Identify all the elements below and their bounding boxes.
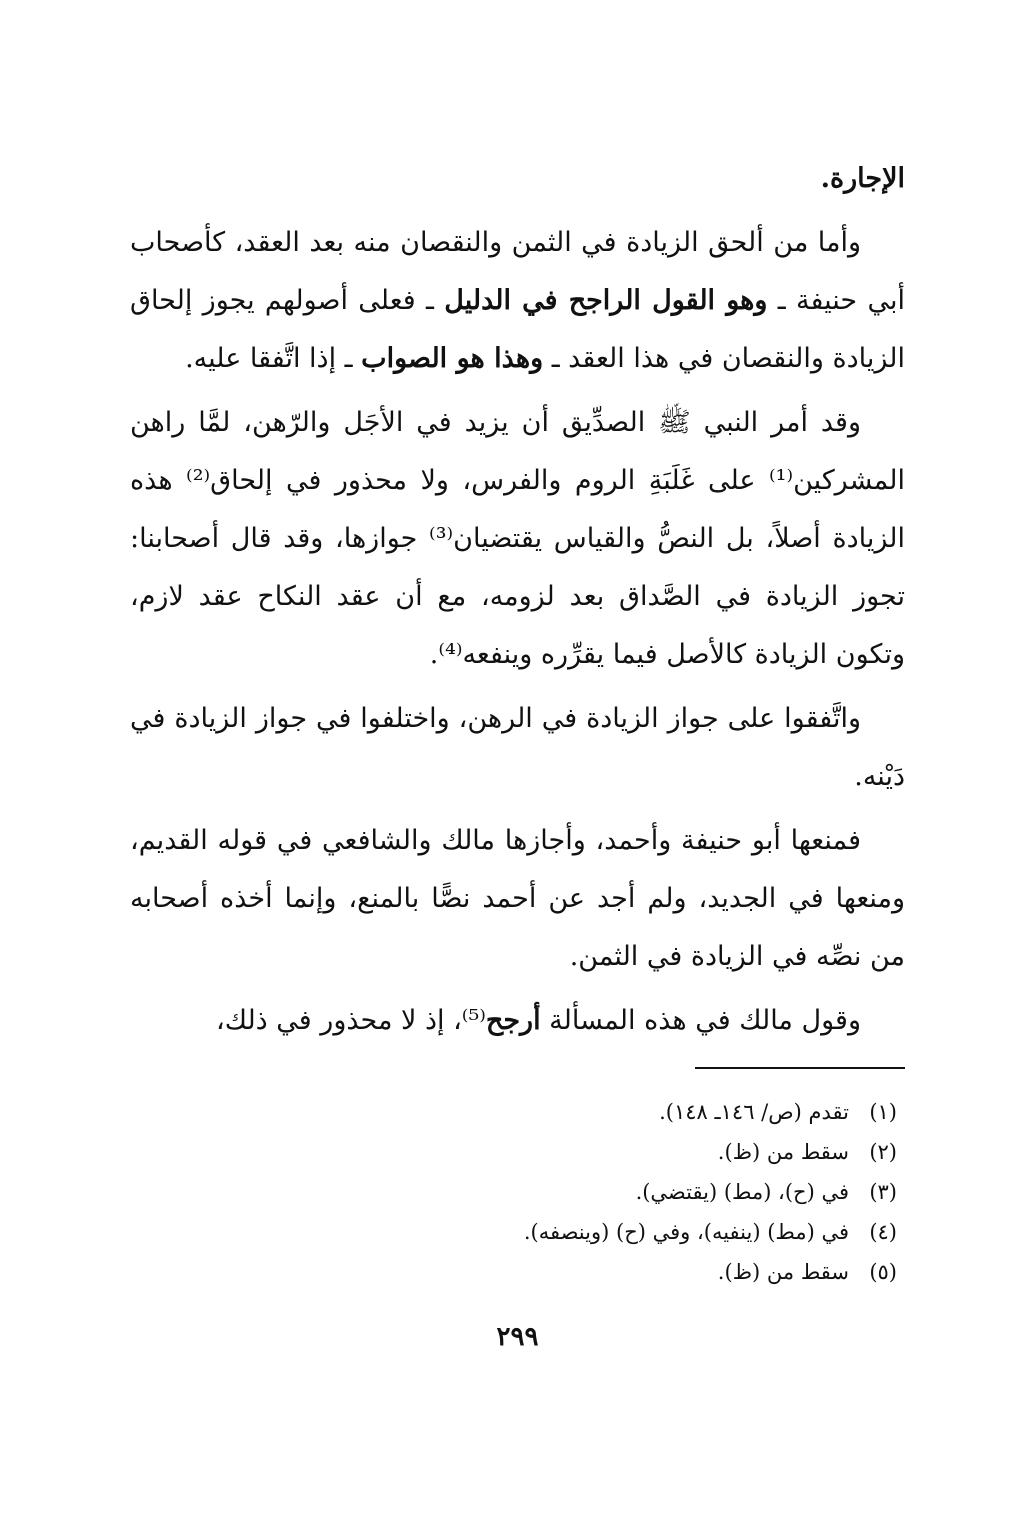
paragraph-5: [130, 812, 905, 986]
text-segment: وقد أمر النبي ﷺ الصدِّيق أن يزيد في الأجَل والرّهن، لمَّا راهن المشركين⁽¹⁾ على غَلَبَةِ الروم والفرس، ولا محذور في إلحاق⁽²⁾ هذه الزيادة أصلاً، بل النصُّ والقياس يقتضيان⁽³⁾ جوازها، وقد قال أصحابنا: تجوز الزيادة في الصَّداق بعد لزومه، مع أن عقد النكاح عقد لازم، وتكون الزيادة كالأصل فيما يقرِّره وينفعه⁽⁴⁾.: [130, 407, 905, 670]
bold-text-segment: أرجح: [485, 1005, 541, 1036]
paragraph-3: [130, 394, 905, 684]
footnote-text: في (مط) (ينفيه)، وفي (ح) (وينصفه).: [523, 1220, 849, 1244]
text-segment: وأما من ألحق الزيادة في الثمن والنقصان منه بعد العقد، كأصحاب أبي حنيفة ـ: [130, 227, 905, 316]
text-segment: وقول مالك في هذه المسألة: [540, 1005, 861, 1036]
text-segment: ـ فعلى أصولهم يجوز إلحاق الزيادة والنقصان في هذا العقد ـ: [130, 285, 905, 374]
footnote-number: (٤): [869, 1220, 897, 1244]
text-segment: ⁽⁵⁾، إذ لا محذور في ذلك،: [215, 1005, 486, 1036]
footnote-text: تقدم (ص/ ١٤٦ـ ١٤٨).: [659, 1100, 849, 1124]
footnote-text: في (ح)، (مط) (يقتضي).: [635, 1180, 849, 1204]
body-text: [130, 150, 905, 1050]
text-segment: ـ إذا اتَّفقا عليه.: [185, 343, 362, 374]
footnote-divider: [695, 1067, 905, 1069]
paragraph-6: [130, 992, 905, 1050]
footnote-text: سقط من (ظ).: [717, 1140, 849, 1164]
footnote-1: [197, 1092, 897, 1132]
footnote-number: (١): [869, 1100, 897, 1124]
bold-text-segment: وهو القول الراجح في الدليل: [444, 285, 768, 316]
paragraph-1: [130, 150, 905, 208]
footnote-number: (٥): [869, 1260, 897, 1284]
footnote-2: [197, 1132, 897, 1172]
book-page: [130, 150, 905, 1510]
paragraph-2: [130, 214, 905, 388]
footnotes: [197, 1092, 897, 1292]
footnote-text: سقط من (ظ).: [717, 1260, 849, 1284]
footnote-number: (٢): [869, 1140, 897, 1164]
footnote-number: (٣): [869, 1180, 897, 1204]
text-segment: فمنعها أبو حنيفة وأحمد، وأجازها مالك والشافعي في قوله القديم، ومنعها في الجديد، ولم أجد عن أحمد نصًّا بالمنع، وإنما أخذه أصحابه من نصِّه في الزيادة في الثمن.: [130, 825, 905, 972]
page-number: ٢٩٩: [496, 1322, 539, 1352]
footnote-5: [197, 1252, 897, 1292]
paragraph-4: [130, 690, 905, 806]
text-segment: الإجارة.: [820, 163, 905, 194]
bold-text-segment: وهذا هو الصواب: [361, 343, 544, 374]
text-segment: واتَّفقوا على جواز الزيادة في الرهن، واختلفوا في جواز الزيادة في دَيْنه.: [130, 703, 905, 792]
footnote-4: [197, 1212, 897, 1252]
footnote-3: [197, 1172, 897, 1212]
